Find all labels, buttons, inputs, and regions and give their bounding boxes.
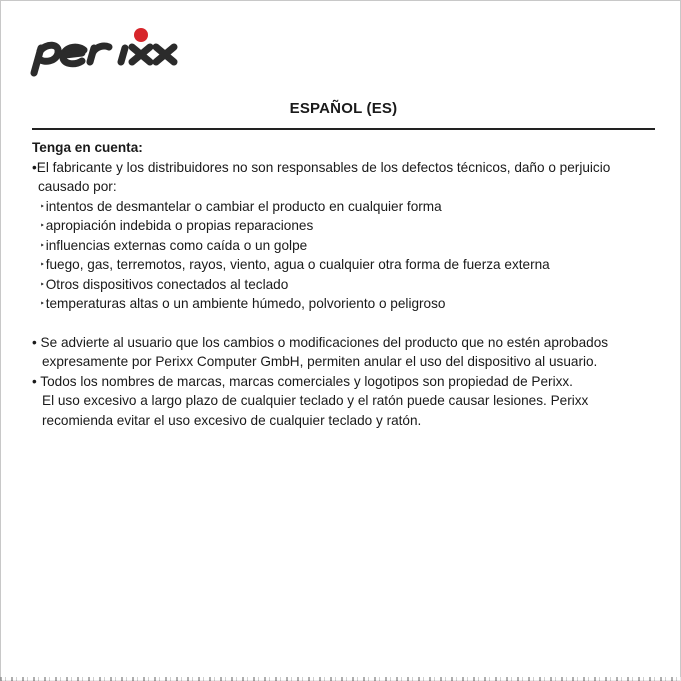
triangle-bullet-icon: ‣	[40, 299, 45, 308]
section-heading: ESPAÑOL (ES)	[289, 100, 398, 117]
triangle-bullet-icon: ‣	[40, 221, 45, 230]
sub-item: ‣Otros dispositivos conectados al teclado	[40, 276, 289, 292]
triangle-bullet-icon: ‣	[40, 279, 45, 289]
bottom-edge-artifact	[0, 677, 681, 681]
logo-dot	[134, 28, 148, 42]
sub-item: ‣fuego, gas, terremotos, rayos, viento, agua o cualquier otra forma de fuerza externa	[40, 257, 550, 272]
heading-divider	[32, 128, 655, 130]
bullet-trademarks-line2: El uso excesivo a largo plazo de cualquier teclado y el ratón puede causar lesiones. Perixx	[42, 393, 589, 408]
paragraph-gap	[32, 314, 662, 333]
bullet-trademarks-line1: • Todos los nombres de marcas, marcas comerciales y logotipos son propiedad de Perixx.	[32, 373, 573, 389]
bullet-manufacturer-line1: •El fabricante y los distribuidores no son responsables de los defectos técnicos, daño o perjuicio	[32, 159, 611, 175]
triangle-bullet-icon: ‣	[40, 201, 45, 211]
bullet-trademarks-line3: recomienda evitar el uso excesivo de cualquier teclado y ratón.	[42, 412, 422, 428]
sub-item: ‣temperaturas altas o un ambiente húmedo, polvoriento o peligroso	[40, 296, 446, 311]
sub-item: ‣apropiación indebida o propias reparaciones	[40, 218, 314, 233]
triangle-bullet-icon: ‣	[40, 240, 45, 250]
bullet-manufacturer-line2: causado por:	[38, 179, 117, 194]
bullet-modifications-line2: expresamente por Perixx Computer GmbH, permiten anular el uso del dispositivo al usuario.	[42, 354, 598, 369]
triangle-bullet-icon: ‣	[40, 260, 45, 269]
bullet-modifications-line1: • Se advierte al usuario que los cambios o modificaciones del producto que no estén aprobados	[32, 334, 609, 350]
sub-item: ‣intentos de desmantelar o cambiar el producto en cualquier forma	[40, 198, 442, 214]
sub-item: ‣influencias externas como caída o un golpe	[40, 237, 308, 253]
perixx-logo	[26, 26, 198, 78]
intro-label: Tenga en cuenta:	[32, 140, 143, 155]
notice-body	[32, 138, 662, 430]
